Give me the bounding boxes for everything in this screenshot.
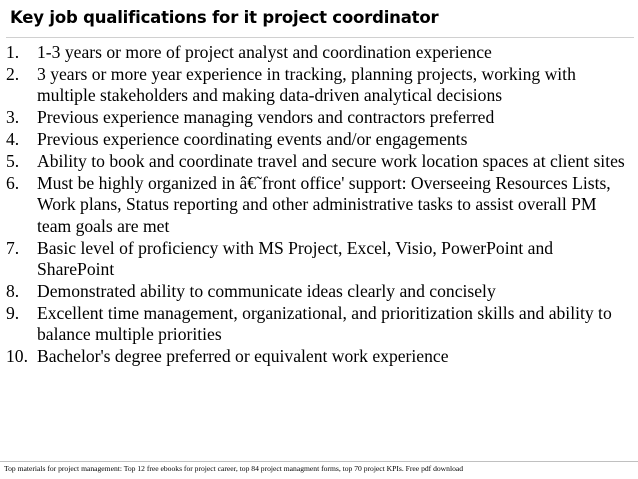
- item-number: 7.: [6, 237, 20, 258]
- title-divider: [6, 37, 634, 38]
- item-number: 8.: [6, 280, 20, 301]
- list-item: [0, 346, 638, 367]
- item-text: Must be highly organized in â€˜front office' support: Overseeing Resources Lists, Work plans, Status reporting and other administrative tasks to assist overall PM team goals are met: [37, 173, 611, 236]
- item-number: 1.: [6, 42, 20, 62]
- qualifications-list: [0, 42, 638, 368]
- item-text: Bachelor's degree preferred or equivalent work experience: [37, 346, 449, 367]
- list-item: [0, 173, 638, 237]
- item-number: 6.: [6, 173, 20, 194]
- item-text: Excellent time management, organizational, and prioritization skills and ability to balance multiple priorities: [37, 302, 612, 345]
- item-number: 2.: [6, 64, 20, 84]
- page-title: Key job qualifications for it project coordinator: [10, 8, 439, 27]
- footer-text: Top materials for project management: Top 12 free ebooks for project career, top 84 project managment forms, top 70 project KPIs. Free pdf download: [4, 464, 464, 473]
- item-text: Demonstrated ability to communicate ideas clearly and concisely: [37, 280, 496, 301]
- list-item: [0, 303, 638, 345]
- list-item: [0, 64, 638, 106]
- footer-divider: [0, 461, 638, 462]
- item-number: 3.: [6, 107, 20, 128]
- list-item: [0, 151, 638, 172]
- item-number: 9.: [6, 302, 20, 323]
- item-text: Ability to book and coordinate travel and secure work location spaces at client sites: [37, 151, 625, 172]
- list-item: [0, 42, 638, 63]
- list-item: [0, 238, 638, 280]
- list-item: [0, 129, 638, 150]
- item-number: 4.: [6, 129, 20, 150]
- item-text: Previous experience managing vendors and contractors preferred: [37, 107, 495, 128]
- list-item: [0, 281, 638, 302]
- item-text: 3 years or more year experience in tracking, planning projects, working with multiple stakeholders and making data-driven analytical decisions: [37, 64, 576, 106]
- item-number: 10.: [6, 346, 28, 367]
- item-text: 1-3 years or more of project analyst and coordination experience: [37, 42, 492, 62]
- item-text: Previous experience coordinating events and/or engagements: [37, 129, 468, 150]
- list-item: [0, 107, 638, 128]
- item-number: 5.: [6, 151, 20, 172]
- item-text: Basic level of proficiency with MS Project, Excel, Visio, PowerPoint and SharePoint: [37, 237, 554, 279]
